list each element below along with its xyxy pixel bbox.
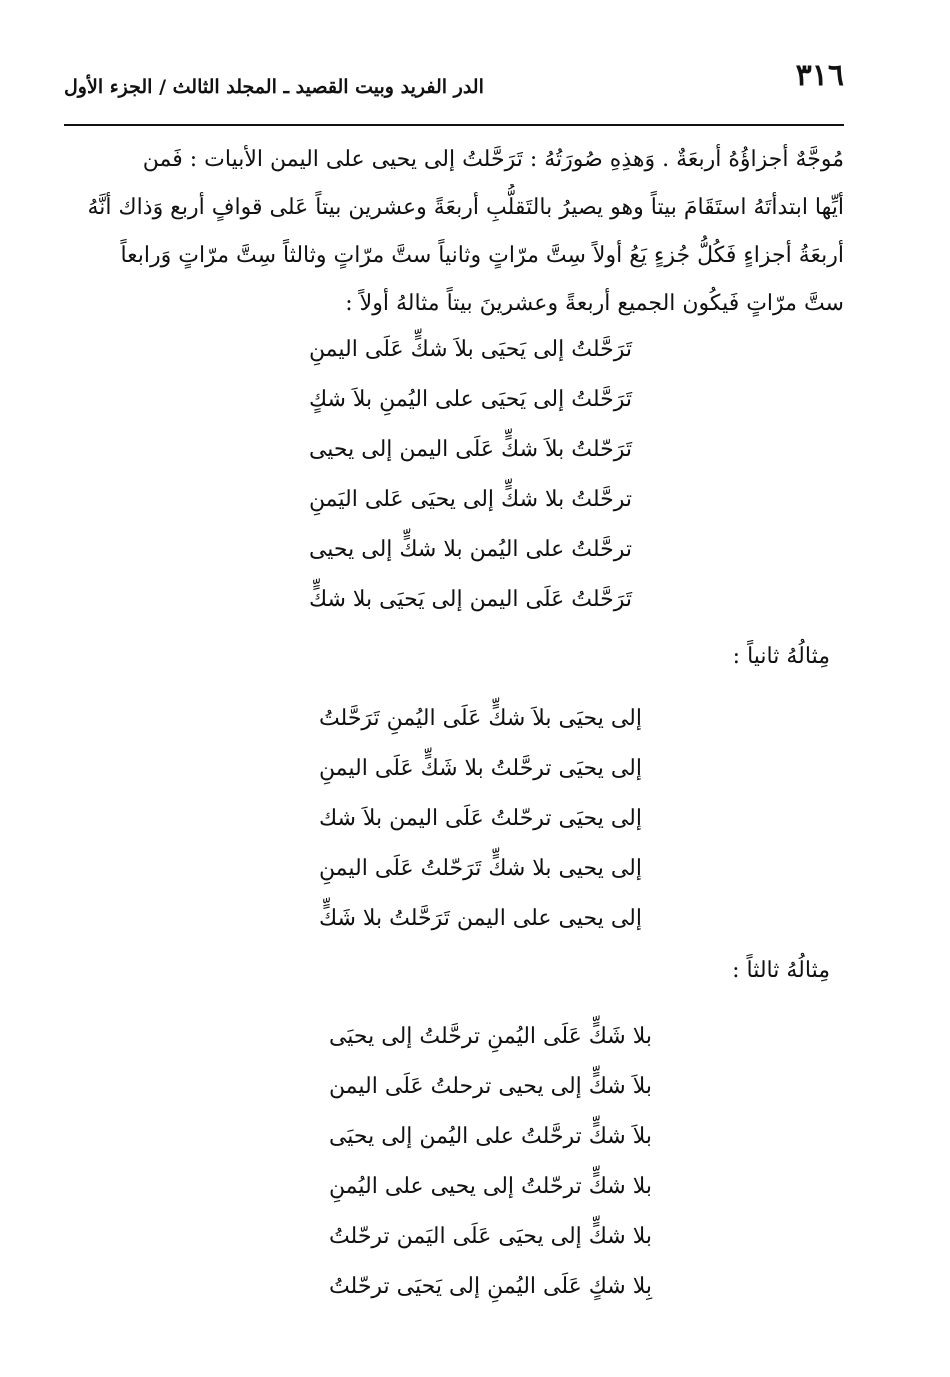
- verse-line: إلى يحيَى ترحَّلتُ بلا شَكٍّ عَلَى اليمنِ: [318, 756, 642, 781]
- intro-paragraph: [64, 136, 844, 328]
- example-2-verses: [222, 694, 642, 944]
- example-3-label: مِثالُهُ ثالثاً :: [732, 958, 830, 983]
- verse-line: بلاَ شكٍّ إلى يحيى ترحلتُ عَلَى اليمن: [328, 1074, 652, 1099]
- verse-line: إلى يحيَى بلاَ شكٍّ عَلَى اليُمنِ تَرَحَّلتُ: [318, 706, 642, 731]
- intro-line: ستَّ مرّاتٍ فَيكُون الجميع أربعةً وعشرينَ بيتاً مثالهُ أولاً :: [345, 291, 844, 316]
- header-divider: [64, 124, 844, 126]
- intro-line: أيِّها ابتدأتَهُ استَقَامَ بيتاً وهو يصيرُ بالتَقلُّبِ أربعَةً وعشرين بيتاً عَلى قوافٍ أربع وَذاك أنَّهُ: [87, 195, 844, 220]
- verse-line: تَرَحّلتُ بلاَ شكٍّ عَلَى اليمن إلى يحيى: [308, 437, 632, 462]
- verse-line: تَرَحَّلتُ إلى يَحيَى بلاَ شكٍّ عَلَى اليمنِ: [308, 337, 632, 362]
- example-2-label: مِثالُهُ ثانياً :: [732, 644, 830, 669]
- intro-line: مُوجَّهٌ أجزاؤُهُ أربعَةٌ . وَهذِهِ صُورَتُهُ : تَرَحَّلتُ إلى يحيى على اليمن الأبيات : فَمن: [142, 147, 844, 172]
- example-1-verses: [212, 325, 632, 625]
- example-3-verses: [232, 1012, 652, 1312]
- intro-line: أربعَةُ أجزاءٍ فَكُلُّ جُزءٍ يَعُ أولاً سِتَّ مرّاتٍ وثانياً ستَّ مرّاتٍ وثالثاً سِتَّ مرّاتٍ وَرابعاً: [120, 243, 844, 268]
- verse-line: إلى يحيَى ترحّلتُ عَلَى اليمن بلاَ شك: [318, 806, 642, 831]
- verse-line: بلا شَكٍّ عَلَى اليُمنِ ترحَّلتُ إلى يحيَى: [328, 1024, 652, 1049]
- verse-line: إلى يحيى بلا شكٍّ تَرَحّلتُ عَلَى اليمنِ: [318, 856, 642, 881]
- page-number: ٣١٦: [795, 58, 844, 93]
- verse-line: ترحَّلتُ على اليُمن بلا شكٍّ إلى يحيى: [308, 537, 632, 562]
- running-title: الدر الفريد وبيت القصيد ـ المجلد الثالث / الجزء الأول: [64, 76, 484, 98]
- verse-line: بِلا شكٍ عَلَى اليُمنِ إلى يَحيَى ترحّلتُ: [328, 1274, 652, 1299]
- verse-line: تَرَحَّلتُ عَلَى اليمن إلى يَحيَى بلا شكٍّ: [308, 587, 632, 612]
- page-header: [64, 56, 844, 102]
- verse-line: إلى يحيى على اليمن تَرَحَّلتُ بلا شَكٍّ: [318, 906, 642, 931]
- verse-line: بلا شكٍّ إلى يحيَى عَلَى اليَمن ترحّلتُ: [328, 1224, 652, 1249]
- verse-line: تَرَحَّلتُ إلى يَحيَى على اليُمنِ بلاَ شكٍ: [308, 387, 632, 412]
- verse-line: بلا شكٍّ ترحّلتُ إلى يحيى على اليُمنِ: [328, 1174, 652, 1199]
- verse-line: ترحَّلتُ بلا شكٍّ إلى يحيَى عَلى اليَمنِ: [308, 487, 632, 512]
- verse-line: بلاَ شكٍّ ترحَّلتُ على اليُمن إلى يحيَى: [328, 1124, 652, 1149]
